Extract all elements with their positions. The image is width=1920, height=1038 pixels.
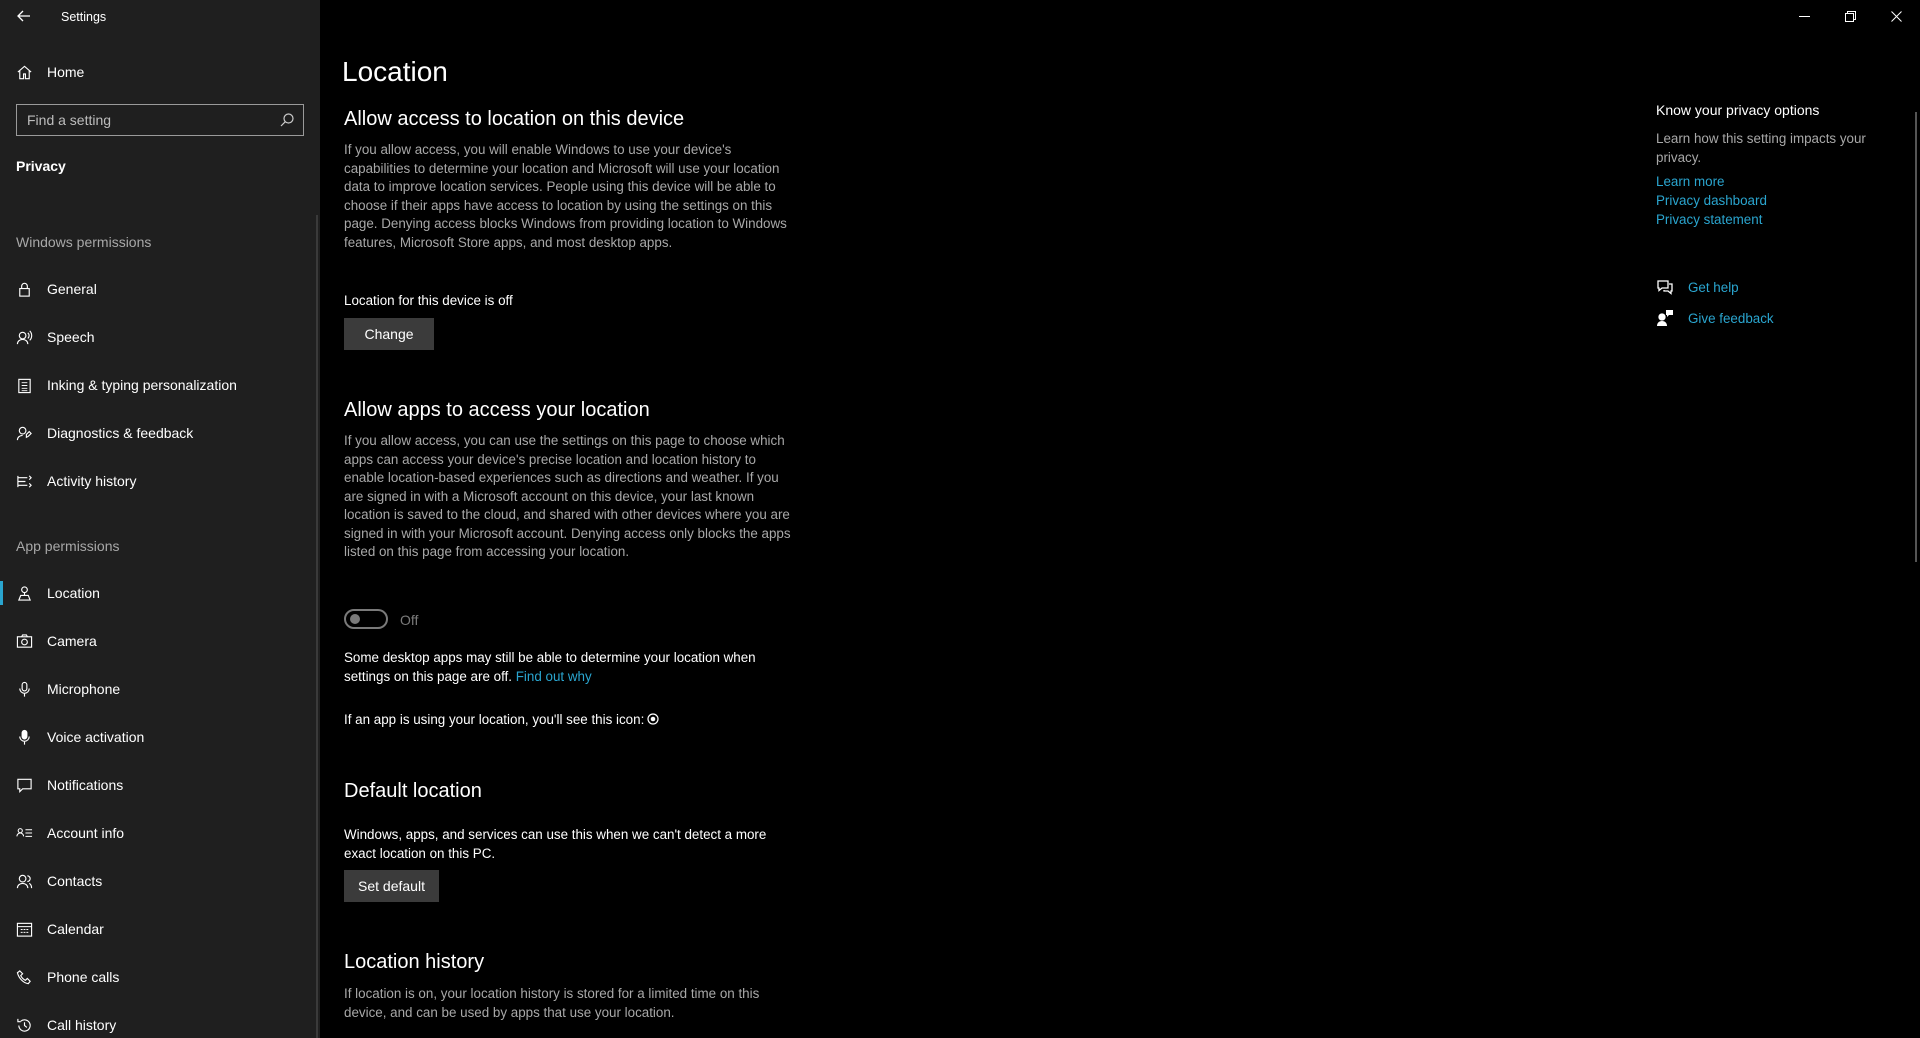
privacy-dashboard-link[interactable]: Privacy dashboard	[1656, 193, 1767, 208]
toggle-knob	[350, 614, 360, 624]
sidebar-item-label: Notifications	[47, 777, 124, 793]
sidebar-item-diagnostics[interactable]	[0, 409, 318, 457]
voice-activation-icon	[14, 727, 34, 747]
sidebar-item-label: Call history	[47, 1017, 117, 1033]
back-arrow-icon	[14, 6, 34, 26]
device-access-description: If you allow access, you will enable Windows to use your device's capabilities to determine your location and Microsoft will use your location data to improve location services. People using this device will be able to choose if their apps have access to location by using the settings on this page. Denying access blocks Windows from providing location to Windows features, Microsoft Store apps, and most desktop apps.	[344, 142, 787, 250]
give-feedback-link[interactable]	[1656, 307, 1774, 329]
location-in-use-icon	[647, 713, 659, 725]
privacy-statement-link[interactable]: Privacy statement	[1656, 212, 1763, 227]
sidebar-item-account-info[interactable]	[0, 809, 318, 857]
activity-history-icon	[14, 471, 34, 491]
sidebar-item-voice-activation[interactable]	[0, 713, 318, 761]
get-help-icon	[1656, 278, 1674, 296]
location-icon-note-text: If an app is using your location, you'll see this icon:	[344, 712, 645, 727]
sidebar-item-label: Account info	[47, 825, 125, 841]
sidebar-item-speech[interactable]	[0, 313, 318, 361]
privacy-options-title: Know your privacy options	[1656, 102, 1820, 118]
sidebar-item-calendar[interactable]	[0, 905, 318, 953]
sidebar-item-label: Contacts	[47, 873, 103, 889]
location-history-description: If location is on, your location history is stored for a limited time on this device, and can be used by apps that use your location.	[344, 986, 760, 1020]
section-header-app-permissions: App permissions	[16, 538, 120, 554]
sidebar-item-label: General	[47, 281, 97, 297]
sidebar-item-location[interactable]	[0, 569, 318, 617]
device-location-status: Location for this device is off	[344, 293, 513, 308]
find-out-why-link[interactable]: Find out why	[515, 668, 592, 684]
sidebar-item-label: Location	[47, 585, 100, 601]
learn-more-link[interactable]: Learn more	[1656, 174, 1725, 189]
sidebar-item-microphone[interactable]	[0, 665, 318, 713]
sidebar-item-notifications[interactable]	[0, 761, 318, 809]
sidebar-item-inking-typing[interactable]	[0, 361, 318, 409]
sidebar-item-label: Inking & typing personalization	[47, 377, 237, 393]
page-title: Location	[342, 56, 448, 87]
sidebar-item-general[interactable]	[0, 265, 318, 313]
sidebar	[0, 0, 320, 1038]
sidebar-scrollbar[interactable]	[316, 215, 318, 1038]
apps-location-toggle[interactable]	[344, 609, 388, 629]
search-icon[interactable]	[279, 112, 295, 128]
give-feedback-label: Give feedback	[1688, 310, 1774, 326]
phone-icon	[14, 967, 34, 987]
speech-icon	[14, 327, 34, 347]
privacy-options-description: Learn how this setting impacts your privacy.	[1656, 131, 1866, 165]
apps-access-heading: Allow apps to access your location	[344, 399, 650, 421]
sidebar-item-contacts[interactable]	[0, 857, 318, 905]
sidebar-item-label: Home	[47, 64, 85, 80]
sidebar-item-call-history[interactable]	[0, 1001, 318, 1038]
get-help-label: Get help	[1688, 279, 1739, 295]
location-history-heading: Location history	[344, 951, 485, 973]
sidebar-item-label: Microphone	[47, 681, 121, 697]
diagnostics-icon	[14, 423, 34, 443]
sidebar-item-label: Phone calls	[47, 969, 120, 985]
location-icon	[14, 583, 34, 603]
sidebar-item-label: Calendar	[47, 921, 104, 937]
sidebar-item-activity-history[interactable]	[0, 457, 318, 505]
desktop-apps-note	[344, 649, 792, 686]
clipboard-icon	[14, 375, 34, 395]
device-access-heading: Allow access to location on this device	[344, 108, 685, 130]
sidebar-item-label: Activity history	[47, 473, 137, 489]
sidebar-item-phone-calls[interactable]	[0, 953, 318, 1001]
notification-icon	[14, 775, 34, 795]
sidebar-item-label: Diagnostics & feedback	[47, 425, 194, 441]
camera-icon	[14, 631, 34, 651]
call-history-icon	[14, 1015, 34, 1035]
sidebar-item-label: Camera	[47, 633, 97, 649]
title-bar	[0, 0, 320, 32]
sidebar-item-label: Voice activation	[47, 729, 145, 745]
set-default-button[interactable]: Set default	[344, 870, 439, 902]
location-icon-note	[344, 711, 864, 730]
search-box[interactable]	[16, 104, 304, 136]
app-title: Settings	[61, 10, 107, 24]
section-header-windows-permissions: Windows permissions	[16, 234, 152, 250]
toggle-state-label: Off	[400, 612, 419, 628]
microphone-icon	[14, 679, 34, 699]
desktop-apps-note-text: Some desktop apps may still be able to determine your location when settings on this page are off.	[344, 650, 756, 684]
account-info-icon	[14, 823, 34, 843]
category-title: Privacy	[16, 158, 66, 174]
back-button[interactable]	[14, 6, 34, 26]
calendar-icon	[14, 919, 34, 939]
get-help-link[interactable]	[1656, 276, 1739, 298]
contacts-icon	[14, 871, 34, 891]
sidebar-item-label: Speech	[47, 329, 95, 345]
sidebar-item-home[interactable]	[0, 48, 318, 96]
apps-access-description: If you allow access, you can use the settings on this page to choose which apps can access your device's precise location and location history to enable location-based experiences such as directions and weather. If you are signed in with a Microsoft account on this device, your last known location is saved to the cloud, and shared with other devices where you are signed in with your Microsoft account. Denying access only blocks the apps listed on this page from accessing your location.	[344, 433, 791, 559]
sidebar-item-camera[interactable]	[0, 617, 318, 665]
search-input[interactable]	[27, 111, 267, 129]
change-button[interactable]: Change	[344, 318, 434, 350]
lock-icon	[14, 279, 34, 299]
give-feedback-icon	[1656, 309, 1674, 327]
home-icon	[14, 62, 34, 82]
default-location-description: Windows, apps, and services can use this when we can't detect a more exact location on this PC.	[344, 827, 767, 861]
default-location-heading: Default location	[344, 780, 482, 802]
main-scrollbar[interactable]	[1915, 112, 1917, 562]
